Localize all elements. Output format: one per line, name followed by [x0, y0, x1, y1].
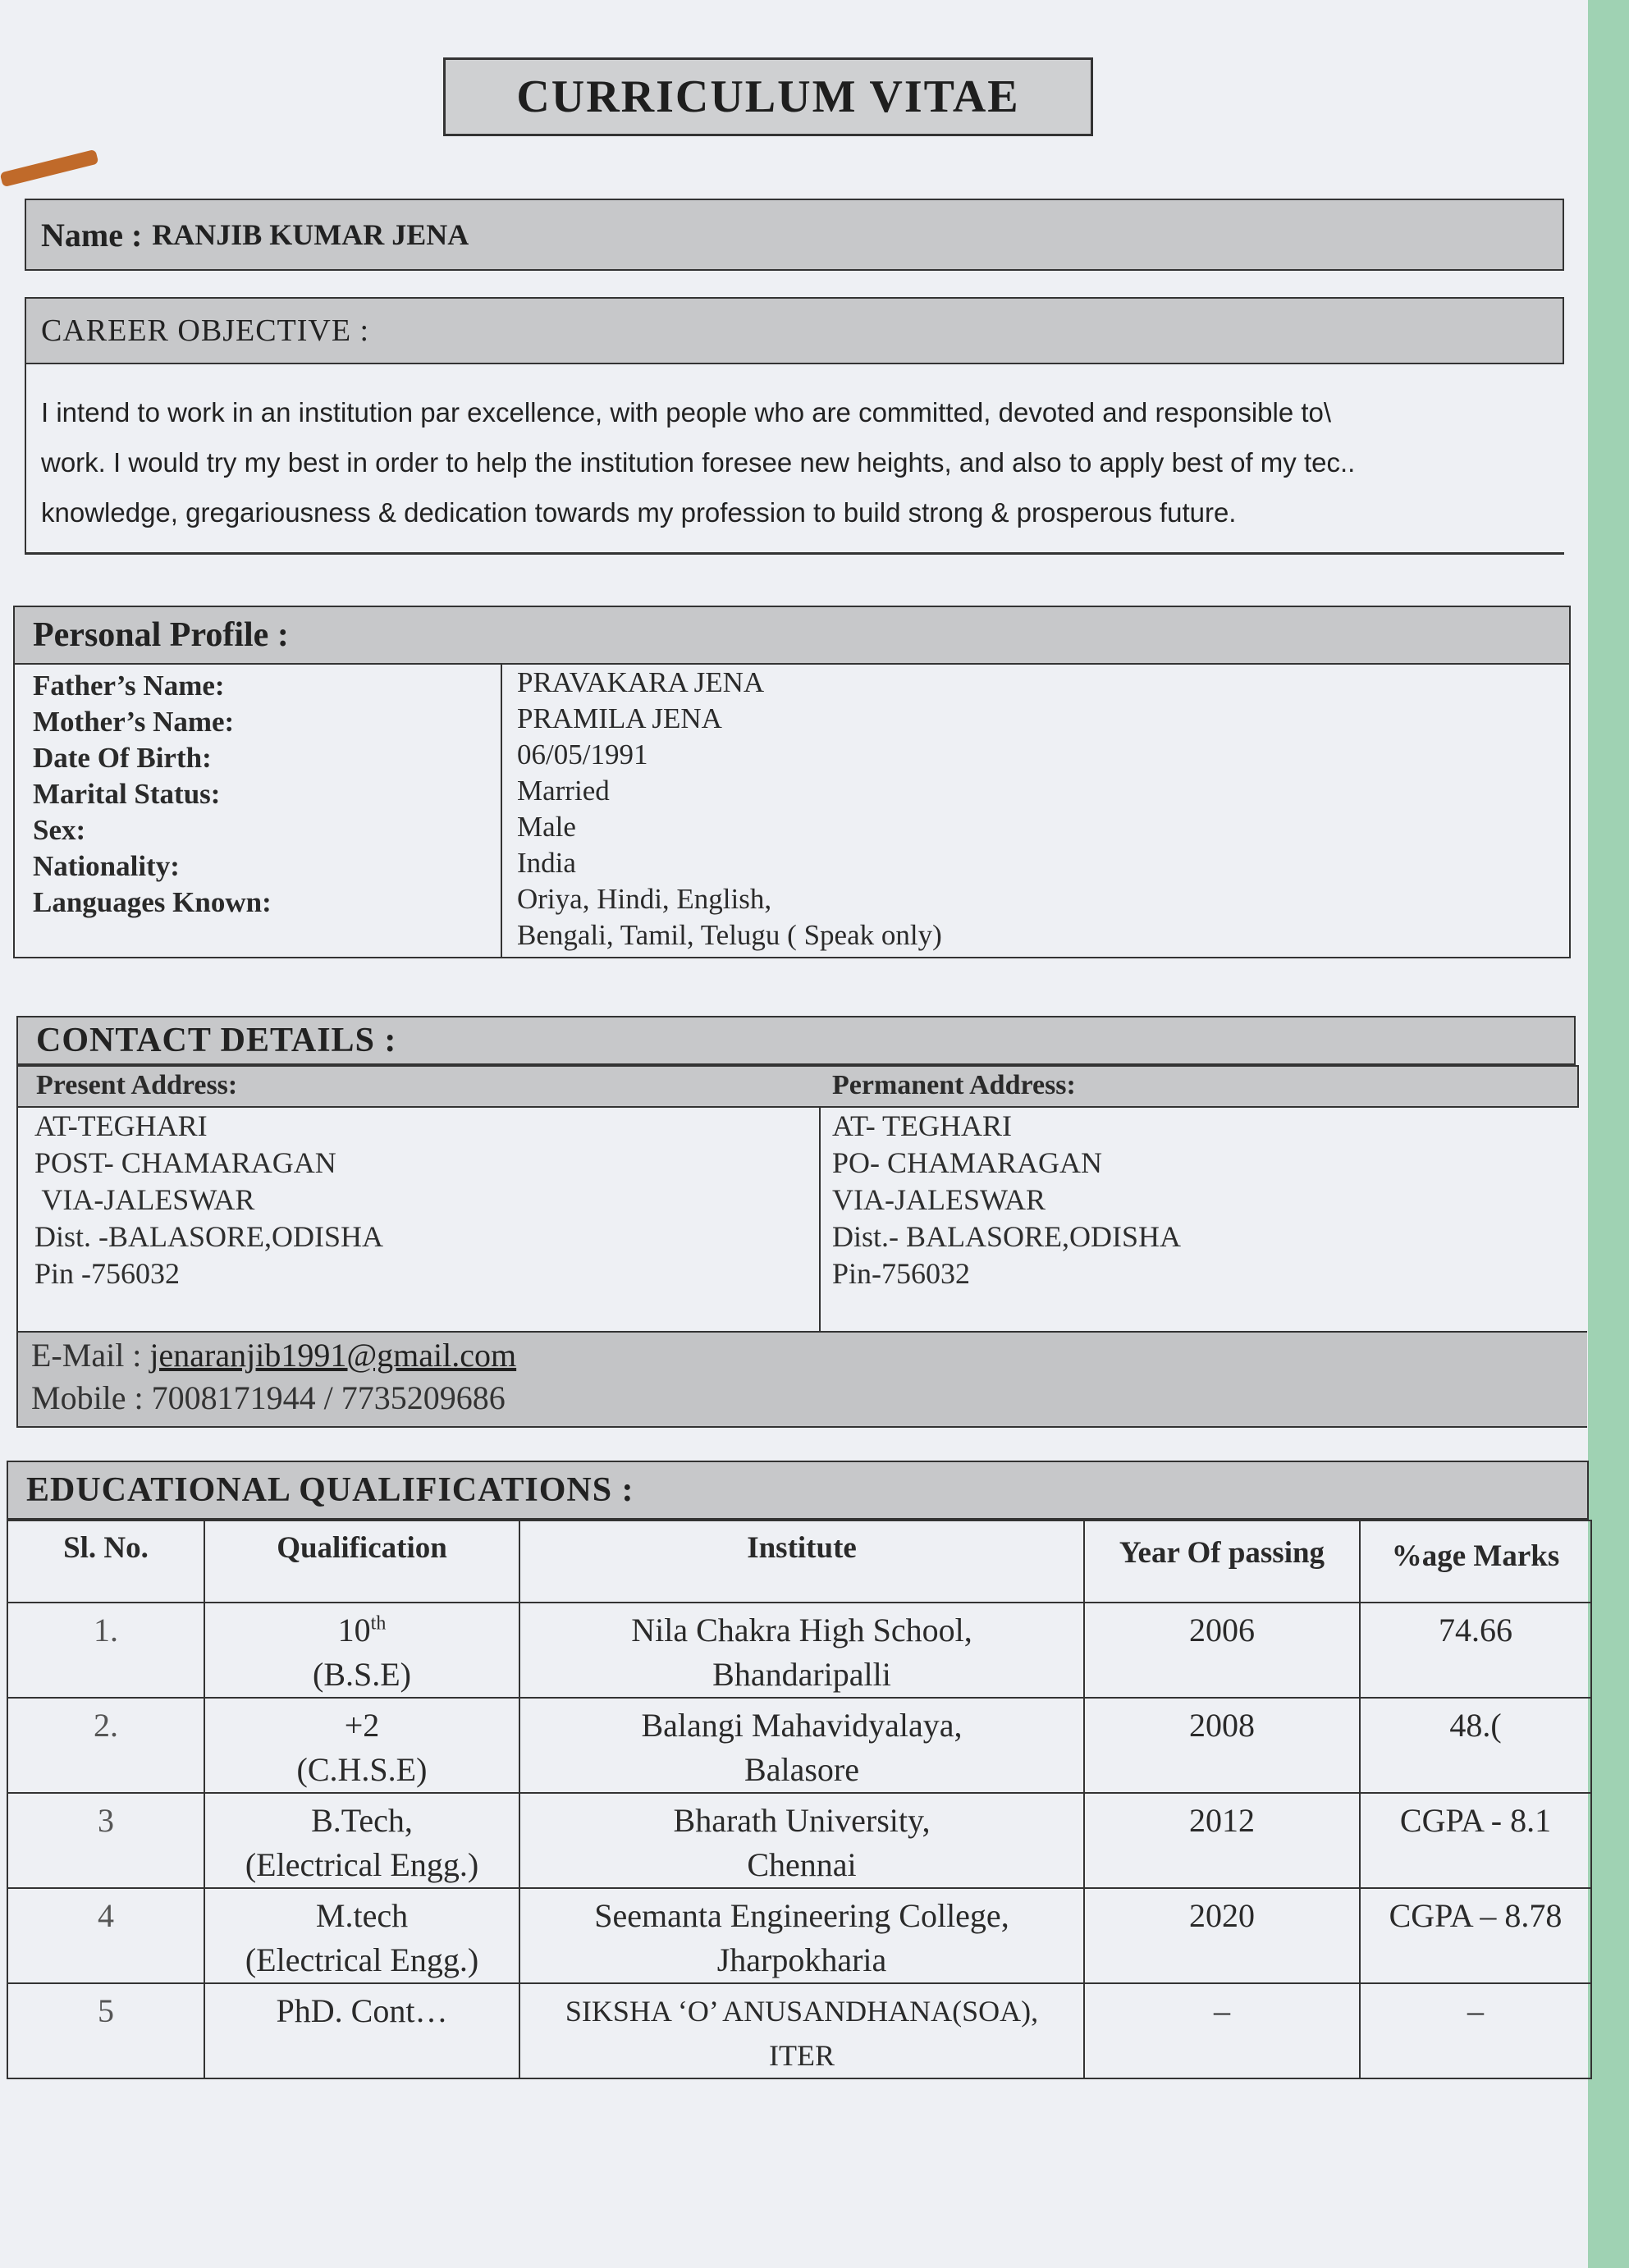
address-body [16, 1108, 1579, 1331]
qualification-board: (C.H.S.E) [296, 1751, 428, 1788]
institute-place: ITER [769, 2039, 835, 2072]
personal-profile-table [13, 665, 1571, 958]
permanent-address [832, 1108, 1181, 1292]
profile-label: Sex: [33, 814, 86, 846]
profile-value: Married [517, 775, 610, 807]
qualification-board: (B.S.E) [313, 1656, 411, 1693]
qualification-main: PhD. Cont… [276, 1992, 448, 2029]
education-table [7, 1520, 1592, 2079]
table-row [7, 1603, 1591, 1698]
qualification-main: B.Tech, [311, 1802, 413, 1839]
profile-label: Date Of Birth: [33, 742, 212, 774]
column-header: Institute [519, 1520, 1084, 1603]
qualification [204, 1888, 519, 1983]
institute-place: Jharpokharia [716, 1941, 887, 1978]
qualification-main: 10 [337, 1612, 371, 1648]
profile-value: Oriya, Hindi, English, [517, 883, 772, 915]
institute-name: Seemanta Engineering College, [594, 1897, 1009, 1934]
profile-labels [33, 668, 272, 921]
name-label: Name : [41, 216, 143, 254]
sl-no: 3 [7, 1793, 204, 1888]
objective-line: knowledge, gregariousness & dedication towards my profession to build strong & prosperous future. [41, 497, 1237, 528]
address-line: VIA-JALESWAR [832, 1183, 1046, 1216]
email-label: E-Mail : [31, 1337, 142, 1374]
year: – [1084, 1983, 1360, 2078]
year: 2008 [1084, 1698, 1360, 1793]
profile-label: Father’s Name: [33, 670, 225, 702]
table-row [7, 1793, 1591, 1888]
table-header-row [7, 1520, 1591, 1603]
column-header: %age Marks [1360, 1520, 1591, 1603]
institute-name: SIKSHA ‘O’ ANUSANDHANA(SOA), [565, 1995, 1039, 2028]
profile-label: Languages Known: [33, 886, 272, 918]
mobile-label: Mobile : [31, 1379, 144, 1416]
personal-profile-heading: Personal Profile : [13, 606, 1571, 665]
address-line: PO- CHAMARAGAN [832, 1146, 1103, 1179]
sl-no: 2. [7, 1698, 204, 1793]
institute-name: Balangi Mahavidyalaya, [641, 1707, 963, 1744]
objective-line: work. I would try my best in order to help the institution foresee new heights, and also to apply best of my tec.. [41, 447, 1356, 478]
column-divider [819, 1108, 821, 1331]
profile-values [517, 665, 942, 953]
education-heading: EDUCATIONAL QUALIFICATIONS : [7, 1461, 1589, 1520]
qualification [204, 1983, 519, 2078]
mobile-value: 7008171944 / 7735209686 [151, 1379, 506, 1416]
career-objective-text [25, 364, 1564, 555]
address-line: Dist.- BALASORE,ODISHA [832, 1220, 1182, 1253]
institute-place: Balasore [744, 1751, 859, 1788]
profile-value: Bengali, Tamil, Telugu ( Speak only) [517, 919, 942, 951]
address-headings [16, 1065, 1579, 1108]
table-row [7, 1698, 1591, 1793]
present-address-heading: Present Address: [36, 1070, 238, 1100]
institute-name: Bharath University, [673, 1802, 931, 1839]
column-header: Sl. No. [7, 1520, 204, 1603]
institute-name: Nila Chakra High School, [631, 1612, 972, 1648]
institute-place: Chennai [747, 1846, 857, 1883]
qualification-main: +2 [344, 1707, 380, 1744]
institute-place: Bhandaripalli [712, 1656, 891, 1693]
contact-details-heading: CONTACT DETAILS : [16, 1016, 1576, 1065]
profile-value: Male [517, 811, 576, 843]
email-row [31, 1336, 516, 1374]
address-line: POST- CHAMARAGAN [34, 1146, 336, 1179]
column-header: Qualification [204, 1520, 519, 1603]
contact-band [16, 1331, 1587, 1428]
table-row [7, 1888, 1591, 1983]
marks: CGPA – 8.78 [1360, 1888, 1591, 1983]
name-value: RANJIB KUMAR JENA [152, 218, 469, 251]
address-line: AT- TEGHARI [832, 1109, 1013, 1142]
mobile-row [31, 1379, 506, 1417]
year: 2020 [1084, 1888, 1360, 1983]
profile-value: India [517, 847, 576, 879]
institute [519, 1698, 1084, 1793]
sl-no: 1. [7, 1603, 204, 1698]
address-line: VIA-JALESWAR [34, 1183, 255, 1216]
profile-label: Marital Status: [33, 778, 221, 810]
qualification-sup: th [370, 1612, 387, 1635]
year: 2006 [1084, 1603, 1360, 1698]
marks: 74.66 [1360, 1603, 1591, 1698]
present-address [34, 1108, 383, 1292]
career-objective-heading: CAREER OBJECTIVE : [25, 297, 1564, 364]
column-header: Year Of passing [1084, 1520, 1360, 1603]
email-link[interactable]: jenaranjib1991@gmail.com [149, 1337, 517, 1374]
institute [519, 1793, 1084, 1888]
background-edge [1588, 0, 1629, 2268]
profile-value: PRAMILA JENA [517, 702, 722, 734]
address-line: Pin-756032 [832, 1257, 971, 1290]
name-band [25, 199, 1564, 271]
marks: – [1360, 1983, 1591, 2078]
profile-value: PRAVAKARA JENA [517, 666, 765, 698]
column-divider [501, 665, 502, 957]
qualification [204, 1793, 519, 1888]
qualification-board: (Electrical Engg.) [245, 1846, 479, 1883]
permanent-address-heading: Permanent Address: [832, 1070, 1076, 1100]
profile-label: Mother’s Name: [33, 706, 235, 738]
institute [519, 1888, 1084, 1983]
qualification [204, 1603, 519, 1698]
sl-no: 4 [7, 1888, 204, 1983]
qualification [204, 1698, 519, 1793]
objective-line: I intend to work in an institution par excellence, with people who are committed, devoted and responsible to\ [41, 397, 1332, 428]
qualification-main: M.tech [315, 1897, 409, 1934]
address-line: Dist. -BALASORE,ODISHA [34, 1220, 384, 1253]
institute [519, 1983, 1084, 2078]
profile-value: 06/05/1991 [517, 738, 648, 770]
marks: CGPA - 8.1 [1360, 1793, 1591, 1888]
address-line: AT-TEGHARI [34, 1109, 208, 1142]
document-title: CURRICULUM VITAE [443, 57, 1093, 136]
marks: 48.( [1360, 1698, 1591, 1793]
sl-no: 5 [7, 1983, 204, 2078]
year: 2012 [1084, 1793, 1360, 1888]
qualification-board: (Electrical Engg.) [245, 1941, 479, 1978]
institute [519, 1603, 1084, 1698]
profile-label: Nationality: [33, 850, 180, 882]
address-line: Pin -756032 [34, 1257, 181, 1290]
table-row [7, 1983, 1591, 2078]
